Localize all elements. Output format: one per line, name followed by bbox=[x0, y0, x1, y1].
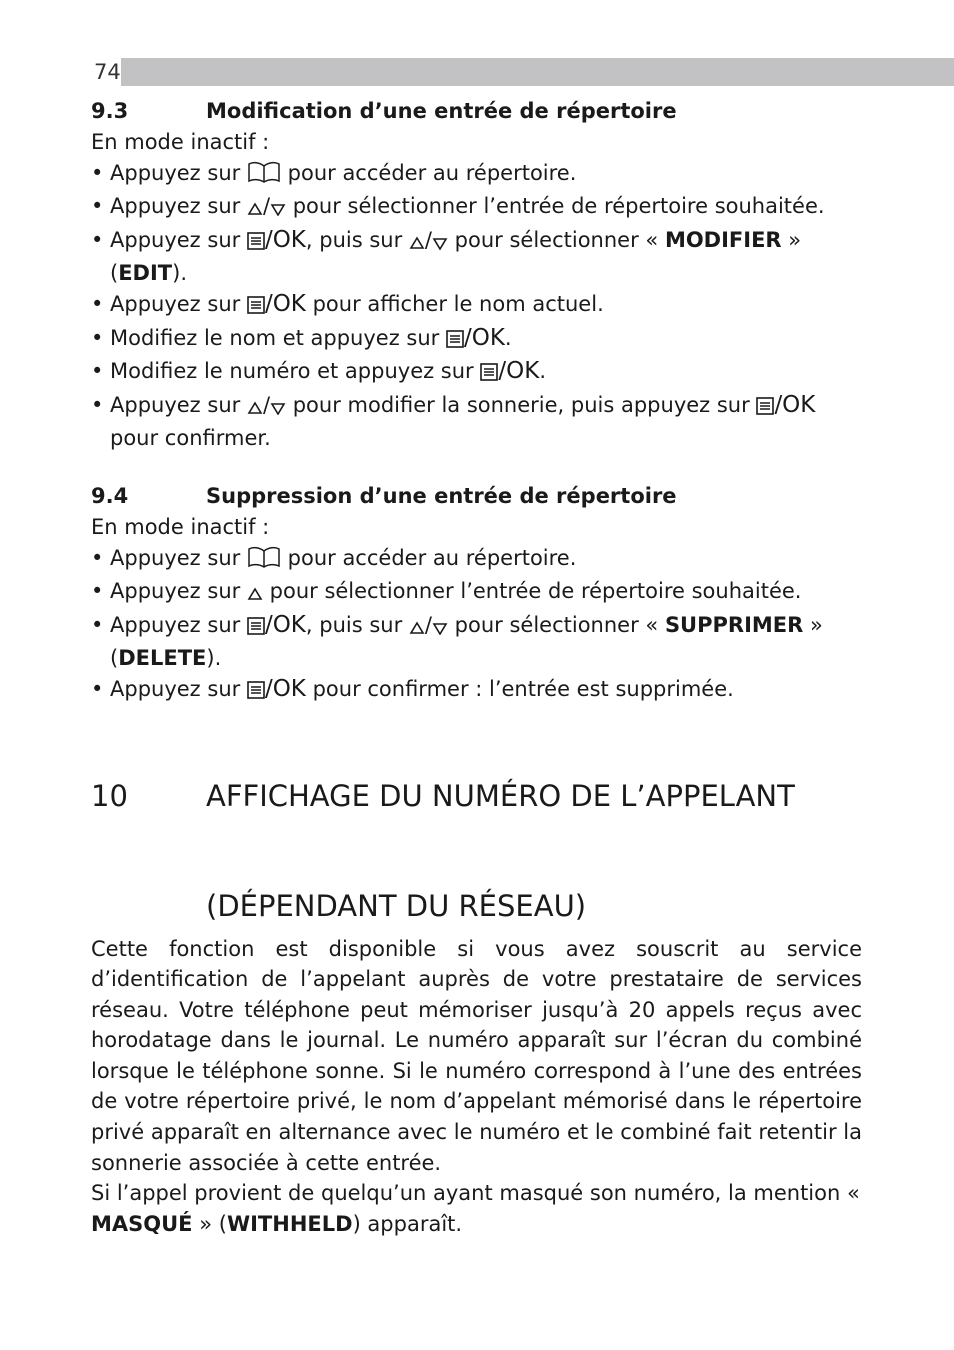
ok-label: /OK bbox=[264, 290, 306, 317]
book-icon bbox=[247, 161, 281, 192]
header-bar bbox=[91, 58, 954, 86]
down-arrow-icon bbox=[270, 194, 286, 225]
ok-label: /OK bbox=[264, 611, 306, 638]
step-text: pour afficher le nom actuel. bbox=[312, 291, 604, 316]
ok-label: /OK bbox=[774, 391, 816, 418]
step-text: pour modifier la sonnerie, puis appuyez sur bbox=[292, 392, 750, 417]
ok-label: /OK bbox=[463, 324, 505, 351]
steps-list bbox=[91, 543, 862, 708]
list-item bbox=[91, 158, 862, 192]
step-text: Appuyez sur bbox=[110, 291, 241, 316]
list-item bbox=[91, 576, 862, 610]
chapter-title-line1: AFFICHAGE DU NUMÉRO DE L’APPELANT bbox=[206, 778, 795, 813]
body-paragraph: Cette fonction est disponible si vous avez souscrit au service d’identification de l’appelant auprès de votre prestataire de services réseau. Votre téléphone peut mémoriser jusqu’à 20 appels reçus avec horodatage dans le journal. Le numéro apparaît sur l’écran du combiné lorsque le téléphone sonne. Si le numéro correspond à l’une des entrées de votre répertoire privé, le nom d’appelant mémorisé dans le répertoire privé apparaît en alternance avec le numéro et le combiné fait retentir la sonnerie associée à cette entrée. bbox=[91, 936, 862, 1175]
step-text: . bbox=[504, 325, 512, 350]
section-title-text: Modification d’une entrée de répertoire bbox=[206, 99, 677, 123]
step-text: Modifiez le nom et appuyez sur bbox=[110, 325, 440, 350]
section-number: 9.4 bbox=[91, 483, 129, 508]
menu-icon bbox=[247, 613, 265, 644]
section-title-text: Suppression d’une entrée de répertoire bbox=[206, 483, 677, 508]
step-text: Appuyez sur bbox=[110, 676, 241, 701]
chapter-10 bbox=[91, 778, 862, 1240]
page-content bbox=[91, 96, 862, 1239]
section-number: 9.3 bbox=[91, 99, 129, 123]
separator: / bbox=[424, 612, 432, 637]
section-9-4-title bbox=[91, 481, 862, 512]
section-9-3-title bbox=[91, 96, 862, 127]
body-text: Si l’appel provient de quelqu’un ayant masqué son numéro, la mention « bbox=[91, 1181, 860, 1206]
ok-key bbox=[247, 612, 306, 638]
menu-icon bbox=[247, 677, 265, 708]
step-text: pour sélectionner « bbox=[454, 227, 659, 252]
up-arrow-icon bbox=[409, 613, 425, 644]
body-text: ) apparaît. bbox=[352, 1211, 463, 1236]
ok-key bbox=[247, 227, 306, 253]
down-arrow-icon bbox=[270, 393, 286, 424]
separator: / bbox=[262, 194, 271, 219]
menu-icon bbox=[247, 228, 265, 259]
step-text: » ( bbox=[110, 227, 802, 286]
step-text: Appuyez sur bbox=[110, 545, 241, 570]
step-text: . bbox=[539, 359, 547, 384]
list-item bbox=[91, 610, 862, 674]
chapter-title bbox=[91, 778, 862, 814]
up-arrow-icon bbox=[409, 228, 425, 259]
keyword: MASQUÉ bbox=[91, 1211, 193, 1236]
step-text: , puis sur bbox=[305, 227, 403, 252]
keyword: WITHHELD bbox=[226, 1211, 353, 1236]
step-text: Appuyez sur bbox=[110, 194, 241, 219]
step-text: pour confirmer : l’entrée est supprimée. bbox=[312, 676, 734, 701]
step-text: Modifiez le numéro et appuyez sur bbox=[110, 359, 474, 384]
step-text: pour sélectionner l’entrée de répertoire souhaitée. bbox=[292, 194, 825, 219]
chapter-title-line2: (DÉPENDANT DU RÉSEAU) bbox=[206, 888, 587, 923]
menu-icon bbox=[756, 393, 774, 424]
ok-key bbox=[756, 392, 815, 418]
menu-icon bbox=[446, 326, 464, 357]
page-number: 74 bbox=[91, 58, 121, 86]
list-item bbox=[91, 543, 862, 577]
step-text: Appuyez sur bbox=[110, 612, 241, 637]
step-text: Appuyez sur bbox=[110, 392, 241, 417]
ok-key bbox=[247, 291, 306, 317]
menu-icon bbox=[247, 292, 265, 323]
step-text: pour sélectionner l’entrée de répertoire souhaitée. bbox=[269, 579, 802, 604]
keyword: EDIT bbox=[118, 261, 173, 286]
ok-key bbox=[480, 358, 539, 384]
up-arrow-icon bbox=[247, 393, 263, 424]
ok-key bbox=[247, 676, 306, 702]
ok-key bbox=[446, 325, 505, 351]
list-item bbox=[91, 191, 862, 225]
body-text: » ( bbox=[199, 1211, 227, 1236]
keyword: SUPPRIMER bbox=[664, 612, 804, 637]
down-arrow-icon bbox=[432, 228, 448, 259]
ok-label: /OK bbox=[498, 358, 540, 385]
up-arrow-icon bbox=[247, 579, 263, 610]
book-icon bbox=[247, 546, 281, 577]
step-text: Appuyez sur bbox=[110, 160, 241, 185]
list-item bbox=[91, 323, 862, 357]
step-text: pour confirmer. bbox=[110, 426, 271, 451]
body-paragraph bbox=[91, 1178, 862, 1239]
step-text: Appuyez sur bbox=[110, 227, 241, 252]
step-text: ). bbox=[206, 646, 222, 671]
intro-text: En mode inactif : bbox=[91, 514, 270, 539]
separator: / bbox=[424, 227, 432, 252]
step-text: pour sélectionner « bbox=[454, 612, 659, 637]
ok-label: /OK bbox=[264, 675, 306, 702]
list-item bbox=[91, 225, 862, 289]
step-text: pour accéder au répertoire. bbox=[287, 545, 577, 570]
keyword: MODIFIER bbox=[664, 227, 782, 252]
steps-list bbox=[91, 158, 862, 454]
step-text: , puis sur bbox=[305, 612, 403, 637]
list-item bbox=[91, 289, 862, 323]
step-text: Appuyez sur bbox=[110, 579, 241, 604]
keyword: DELETE bbox=[118, 646, 207, 671]
separator: / bbox=[262, 392, 271, 417]
down-arrow-icon bbox=[432, 613, 448, 644]
list-item bbox=[91, 390, 862, 454]
ok-label: /OK bbox=[264, 226, 306, 253]
menu-icon bbox=[480, 359, 498, 390]
list-item bbox=[91, 356, 862, 390]
chapter-number: 10 bbox=[91, 778, 128, 813]
step-text: ). bbox=[172, 261, 187, 286]
step-text: » ( bbox=[110, 612, 823, 671]
intro-text: En mode inactif : bbox=[91, 130, 270, 154]
up-arrow-icon bbox=[247, 194, 263, 225]
list-item bbox=[91, 674, 862, 708]
step-text: pour accéder au répertoire. bbox=[287, 160, 577, 185]
